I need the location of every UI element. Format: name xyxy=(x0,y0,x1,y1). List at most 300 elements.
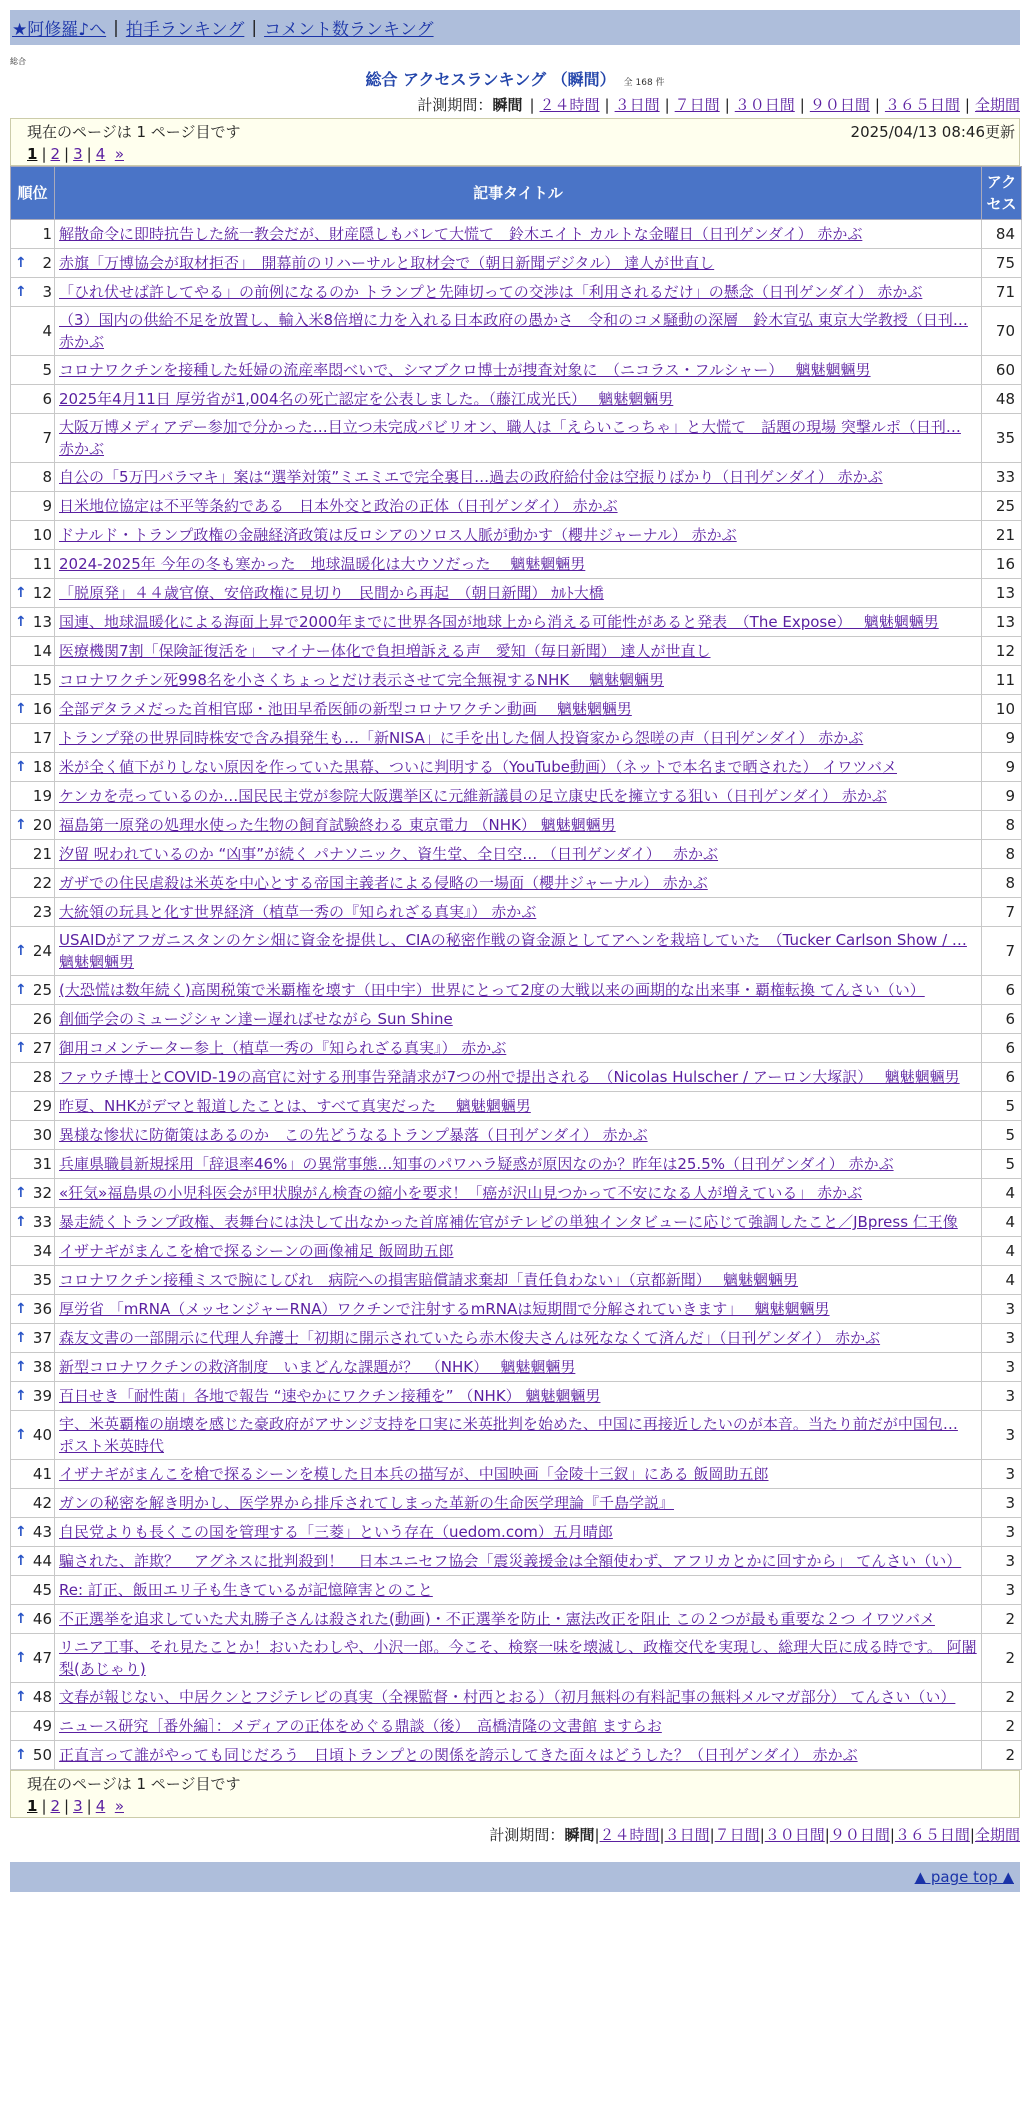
article-link[interactable]: 医療機関7割「保険証復活を」 マイナー体化で負担増訴える声 愛知（毎日新聞） 達人が世直し xyxy=(59,642,711,660)
access-count: 5 xyxy=(982,1150,1022,1179)
article-link[interactable]: 日米地位協定は不平等条約である 日本外交と政治の正体（日刊ゲンダイ） 赤かぶ xyxy=(59,497,618,515)
title-cell xyxy=(55,753,982,782)
table-row xyxy=(11,976,1022,1005)
article-link[interactable]: 汐留 呪われているのか “凶事”が続く パナソニック、資生堂、全日空… （日刊ゲンダイ） 赤かぶ xyxy=(59,845,719,863)
table-row xyxy=(11,1353,1022,1382)
article-link[interactable]: ガザでの住民虐殺は米英を中心とする帝国主義者による侵略の一場面（櫻井ジャーナル） 赤かぶ xyxy=(59,874,708,892)
access-count: 3 xyxy=(982,1295,1022,1324)
title-cell xyxy=(55,869,982,898)
rank-cell xyxy=(11,249,55,278)
access-count: 2 xyxy=(982,1741,1022,1770)
title-cell xyxy=(55,492,982,521)
article-link[interactable]: 「脱原発」４４歳官僚、安倍政権に見切り 民間から再起 （朝日新聞） ｶﾙﾄ大橋 xyxy=(59,584,604,602)
rank-number: 44 xyxy=(32,1552,52,1570)
article-link[interactable]: イザナギがまんこを槍で探るシーンを模した日本兵の描写が、中国映画「金陵十三釵」にある 飯岡助五郎 xyxy=(59,1465,769,1483)
page-next-link[interactable]: » xyxy=(114,1797,124,1815)
title-cell xyxy=(55,811,982,840)
article-link[interactable]: 国連、地球温暖化による海面上昇で2000年までに世界各国が地球上から消える可能性があると発表 （The Expose） 魑魅魍魎男 xyxy=(59,613,939,631)
title-cell xyxy=(55,1353,982,1382)
article-link[interactable]: 自公の「5万円バラマキ」案は“選挙対策”ミエミエで完全裏目…過去の政府給付金は空振りばかり（日刊ゲンダイ） 赤かぶ xyxy=(59,468,883,486)
rank-cell xyxy=(11,1741,55,1770)
rank-up-arrow-icon: ↑ xyxy=(15,1301,27,1317)
rank-cell xyxy=(11,1683,55,1712)
rank-cell xyxy=(11,385,55,414)
access-count: 9 xyxy=(982,753,1022,782)
rank-number: 11 xyxy=(32,555,52,573)
table-row xyxy=(11,1005,1022,1034)
rank-cell xyxy=(11,1063,55,1092)
article-link[interactable]: 異様な惨状に防衛策はあるのか この先どうなるトランプ暴落（日刊ゲンダイ） 赤かぶ xyxy=(59,1126,648,1144)
comment-ranking-link[interactable]: コメント数ランキング xyxy=(264,20,434,40)
rank-number: 41 xyxy=(32,1465,52,1483)
pager-bottom xyxy=(10,1770,1020,1818)
rank-number: 22 xyxy=(32,874,52,892)
pager-top xyxy=(10,118,1020,166)
rank-number: 30 xyxy=(32,1126,52,1144)
table-row xyxy=(11,608,1022,637)
page-link[interactable]: 4 xyxy=(95,145,106,163)
article-link[interactable]: (大恐慌は数年続く)高関税策で米覇権を壊す（田中宇）世界にとって2度の大戦以来の画期的な出来事・覇権転換 てんさい（い） xyxy=(59,981,925,999)
article-link[interactable]: ファウチ博士とCOVID-19の高官に対する刑事告発請求が7つの州で提出される （Nicolas Hulscher / アーロン大塚訳） 魑魅魍魎男 xyxy=(59,1068,960,1086)
rank-cell xyxy=(11,1605,55,1634)
rank-cell xyxy=(11,869,55,898)
nav-separator: | xyxy=(113,17,119,38)
period-link[interactable]: ２４時間 xyxy=(539,96,600,114)
title-cell xyxy=(55,1683,982,1712)
table-row xyxy=(11,1266,1022,1295)
rank-cell xyxy=(11,1547,55,1576)
title-cell xyxy=(55,1092,982,1121)
table-row xyxy=(11,1712,1022,1741)
article-link[interactable]: 正直言って誰がやっても同じだろう 日頃トランプとの関係を誇示してきた面々はどうした？（日刊ゲンダイ） 赤かぶ xyxy=(59,1746,858,1764)
article-link[interactable]: 「ひれ伏せば許してやる」の前例になるのか トランプと先陣切っての交渉は「利用されるだけ」の懸念（日刊ゲンダイ） 赤かぶ xyxy=(59,283,923,301)
article-link[interactable]: 大統領の玩具と化す世界経済（植草一秀の『知られざる真実』） 赤かぶ xyxy=(59,903,537,921)
access-count: 8 xyxy=(982,840,1022,869)
period-separator: | xyxy=(874,96,880,114)
rank-number: 2 xyxy=(42,254,52,272)
access-count: 35 xyxy=(982,414,1022,463)
access-count: 48 xyxy=(982,385,1022,414)
article-link[interactable]: Re: 訂正、飯田エリ子も生きているが記憶障害とのこと xyxy=(59,1581,433,1599)
access-count: 3 xyxy=(982,1547,1022,1576)
access-count: 4 xyxy=(982,1266,1022,1295)
table-row xyxy=(11,492,1022,521)
access-count: 11 xyxy=(982,666,1022,695)
page-title xyxy=(10,68,1020,92)
table-row xyxy=(11,1518,1022,1547)
total-count: 全 168 件 xyxy=(623,78,665,88)
period-current: 瞬間 xyxy=(564,1826,595,1844)
page-separator: | xyxy=(86,145,92,163)
rank-cell xyxy=(11,1150,55,1179)
article-link[interactable]: USAIDがアフガニスタンのケシ畑に資金を提供し、CIAの秘密作戦の資金源としてアヘンを栽培していた （Tucker Carlson Show / … 魑魅魍魎男 xyxy=(59,931,967,971)
col-access-header: アクセス xyxy=(982,167,1022,220)
rank-number: 26 xyxy=(32,1010,52,1028)
access-count: 9 xyxy=(982,724,1022,753)
title-cell xyxy=(55,1547,982,1576)
article-link[interactable]: イザナギがまんこを槍で探るシーンの画像補足 飯岡助五郎 xyxy=(59,1242,454,1260)
rank-cell xyxy=(11,666,55,695)
rank-up-arrow-icon: ↑ xyxy=(15,817,27,833)
article-link[interactable]: 2024-2025年 今年の冬も寒かった 地球温暖化は大ウソだった 魑魅魍魎男 xyxy=(59,555,586,573)
rank-up-arrow-icon: ↑ xyxy=(15,1747,27,1763)
period-link[interactable]: ２４時間 xyxy=(599,1826,660,1844)
access-count: 84 xyxy=(982,220,1022,249)
access-count: 5 xyxy=(982,1121,1022,1150)
period-link[interactable]: ７日間 xyxy=(674,96,720,114)
rank-cell xyxy=(11,1092,55,1121)
title-cell xyxy=(55,1489,982,1518)
top-nav-bar xyxy=(10,10,1020,45)
table-row xyxy=(11,1034,1022,1063)
rank-number: 38 xyxy=(32,1358,52,1376)
table-row xyxy=(11,1324,1022,1353)
rank-number: 33 xyxy=(32,1213,52,1231)
rank-number: 16 xyxy=(32,700,52,718)
access-count: 9 xyxy=(982,782,1022,811)
period-link[interactable]: 全期間 xyxy=(974,1826,1020,1844)
rank-number: 29 xyxy=(32,1097,52,1115)
article-link[interactable]: «狂気»福島県の小児科医会が甲状腺がん検査の縮小を要求！「癌が沢山見つかって不安になる人が増えている」 赤かぶ xyxy=(59,1184,863,1202)
article-link[interactable]: 福島第一原発の処理水使った生物の飼育試験終わる 東京電力 （NHK） 魑魅魍魎男 xyxy=(59,816,616,834)
title-cell xyxy=(55,278,982,307)
rank-cell xyxy=(11,1460,55,1489)
rank-cell xyxy=(11,724,55,753)
rank-up-arrow-icon: ↑ xyxy=(15,1330,27,1346)
rank-cell xyxy=(11,550,55,579)
table-row xyxy=(11,220,1022,249)
article-link[interactable]: 自民党よりも長くこの国を管理する「三菱」という存在（uedom.com）五月晴郎 xyxy=(59,1523,613,1541)
article-link[interactable]: コロナワクチン死998名を小さくちょっとだけ表示させて完全無視するNHK 魑魅魍魎男 xyxy=(59,671,664,689)
page-link[interactable]: 4 xyxy=(95,1797,106,1815)
rank-cell xyxy=(11,1712,55,1741)
table-row xyxy=(11,1547,1022,1576)
page-separator: | xyxy=(41,145,47,163)
article-link[interactable]: 赤旗「万博協会が取材拒否」 開幕前のリハーサルと取材会で（朝日新聞デジタル） 達人が世直し xyxy=(59,254,715,272)
rank-number: 12 xyxy=(32,584,52,602)
rank-number: 18 xyxy=(32,758,52,776)
article-link[interactable]: ケンカを売っているのか…国民民主党が参院大阪選挙区に元維新議員の足立康史氏を擁立する狙い（日刊ゲンダイ） 赤かぶ xyxy=(59,787,887,805)
rank-cell xyxy=(11,220,55,249)
title-cell xyxy=(55,782,982,811)
rank-number: 39 xyxy=(32,1387,52,1405)
rank-cell xyxy=(11,637,55,666)
article-link[interactable]: 森友文書の一部開示に代理人弁護士「初期に開示されていたら赤木俊夫さんは死ななくて済んだ」（日刊ゲンダイ） 赤かぶ xyxy=(59,1329,881,1347)
rank-cell xyxy=(11,608,55,637)
period-link[interactable]: ３０日間 xyxy=(734,96,795,114)
article-link[interactable]: 宇、米英覇権の崩壊を感じた豪政府がアサンジ支持を口実に米英批判を始めた、中国に再接近したいのが本音。当たり前だが中国包… ポスト米英時代 xyxy=(59,1415,958,1455)
table-row xyxy=(11,1237,1022,1266)
page-link[interactable]: 3 xyxy=(73,145,83,163)
rank-number: 43 xyxy=(32,1523,52,1541)
table-row xyxy=(11,1411,1022,1460)
rank-number: 6 xyxy=(42,390,52,408)
rank-number: 15 xyxy=(32,671,52,689)
rank-number: 5 xyxy=(42,361,52,379)
article-link[interactable]: 2025年4月11日 厚労省が1,004名の死亡認定を公表しました。（藤江成光氏） 魑魅魍魎男 xyxy=(59,390,674,408)
rank-number: 50 xyxy=(32,1746,52,1764)
rank-number: 45 xyxy=(32,1581,52,1599)
period-separator: | xyxy=(824,1826,830,1844)
title-cell xyxy=(55,579,982,608)
current-page-text: 現在のページは 1 ページ目です xyxy=(27,123,241,141)
title-cell xyxy=(55,927,982,976)
table-row xyxy=(11,1683,1022,1712)
article-link[interactable]: 米が全く値下がりしない原因を作っていた黒幕、ついに判明する（YouTube動画）（ネットで本名まで晒された） イワツバメ xyxy=(59,758,897,776)
ranking-title: 総合 アクセスランキング （瞬間） xyxy=(365,70,616,89)
rank-up-arrow-icon: ↑ xyxy=(15,1524,27,1540)
rank-cell xyxy=(11,1121,55,1150)
table-row xyxy=(11,724,1022,753)
access-count: 3 xyxy=(982,1324,1022,1353)
rank-cell xyxy=(11,1005,55,1034)
footer-bar xyxy=(10,1862,1020,1892)
table-row xyxy=(11,1208,1022,1237)
article-link[interactable]: 大阪万博メディアデー参加で分かった…目立つ未完成パビリオン、職人は「えらいこっちゃ」と大慌て 話題の現場 突撃ルポ（日刊… 赤かぶ xyxy=(59,418,961,458)
article-link[interactable]: 百日せき「耐性菌」各地で報告 “速やかにワクチン接種を” （NHK） 魑魅魍魎男 xyxy=(59,1387,601,1405)
table-row xyxy=(11,1576,1022,1605)
period-current: 瞬間 xyxy=(492,96,523,114)
current-page-text: 現在のページは 1 ページ目です xyxy=(27,1775,241,1793)
rank-number: 42 xyxy=(32,1494,52,1512)
rank-up-arrow-icon: ↑ xyxy=(15,701,27,717)
rank-cell xyxy=(11,521,55,550)
title-cell xyxy=(55,840,982,869)
title-cell xyxy=(55,1382,982,1411)
rank-number: 40 xyxy=(32,1426,52,1444)
rank-number: 27 xyxy=(32,1039,52,1057)
title-cell xyxy=(55,724,982,753)
article-link[interactable]: トランプ発の世界同時株安で含み損発生も…「新NISA」に手を出した個人投資家から怨嗟の声（日刊ゲンダイ） 赤かぶ xyxy=(59,729,864,747)
table-row xyxy=(11,898,1022,927)
article-link[interactable]: コロナワクチン接種ミスで腕にしびれ 病院への損害賠償請求棄却「責任負わない」（京都新聞） 魑魅魍魎男 xyxy=(59,1271,799,1289)
title-cell xyxy=(55,1237,982,1266)
rank-cell xyxy=(11,1179,55,1208)
rank-up-arrow-icon: ↑ xyxy=(15,759,27,775)
article-link[interactable]: （3）国内の供給不足を放置し、輸入米8倍増に力を入れる日本政府の愚かさ 令和のコメ騒動の深層 鈴木宣弘 東京大学教授（日刊… 赤かぶ xyxy=(59,311,968,351)
period-separator: | xyxy=(604,96,610,114)
title-cell xyxy=(55,1005,982,1034)
table-row xyxy=(11,1634,1022,1683)
rank-cell xyxy=(11,1266,55,1295)
access-count: 3 xyxy=(982,1382,1022,1411)
rank-number: 1 xyxy=(42,225,52,243)
table-row xyxy=(11,1150,1022,1179)
access-count: 3 xyxy=(982,1576,1022,1605)
rank-number: 25 xyxy=(32,981,52,999)
title-cell xyxy=(55,1324,982,1353)
rank-up-arrow-icon: ↑ xyxy=(15,1040,27,1056)
period-separator: | xyxy=(724,96,730,114)
access-count: 12 xyxy=(982,637,1022,666)
article-link[interactable]: 解散命令に即時抗告した統一教会だが、財産隠しもバレて大慌て 鈴木エイト カルトな金曜日（日刊ゲンダイ） 赤かぶ xyxy=(59,225,863,243)
rank-number: 37 xyxy=(32,1329,52,1347)
access-count: 8 xyxy=(982,869,1022,898)
rank-cell xyxy=(11,1411,55,1460)
rank-cell xyxy=(11,356,55,385)
page-current: 1 xyxy=(27,1797,38,1815)
period-link[interactable]: ９０日間 xyxy=(809,96,870,114)
article-link[interactable]: コロナワクチンを接種した妊婦の流産率悶べいで、シマブクロ博士が捜査対象に （ニコラス・フルシャー） 魑魅魍魎男 xyxy=(59,361,871,379)
rank-cell xyxy=(11,1518,55,1547)
table-row xyxy=(11,782,1022,811)
access-count: 3 xyxy=(982,1411,1022,1460)
article-link[interactable]: 不正選挙を追求していた犬丸勝子さんは殺された(動画)・不正選挙を防止・憲法改正を阻止 この２つが最も重要な２つ イワツバメ xyxy=(59,1610,935,1628)
article-link[interactable]: 兵庫県職員新規採用「辞退率46%」の異常事態…知事のパワハラ疑惑が原因なのか？昨年は25.5%（日刊ゲンダイ） 赤かぶ xyxy=(59,1155,894,1173)
table-row xyxy=(11,840,1022,869)
article-link[interactable]: 全部デタラメだった首相官邸・池田早希医師の新型コロナワクチン動画 魑魅魍魎男 xyxy=(59,700,632,718)
table-row xyxy=(11,463,1022,492)
rank-number: 3 xyxy=(42,283,52,301)
period-separator: | xyxy=(709,1826,715,1844)
title-cell xyxy=(55,898,982,927)
rank-number: 19 xyxy=(32,787,52,805)
table-row xyxy=(11,1179,1022,1208)
rank-cell xyxy=(11,1237,55,1266)
title-cell xyxy=(55,1063,982,1092)
title-cell xyxy=(55,1712,982,1741)
access-count: 5 xyxy=(982,1092,1022,1121)
period-label: 計測期間： xyxy=(489,1826,565,1844)
rank-up-arrow-icon: ↑ xyxy=(15,1214,27,1230)
rank-cell xyxy=(11,898,55,927)
period-selector xyxy=(10,92,1020,118)
table-row xyxy=(11,1605,1022,1634)
table-row xyxy=(11,307,1022,356)
clap-ranking-link[interactable]: 拍手ランキング xyxy=(125,20,245,40)
rank-cell xyxy=(11,927,55,976)
table-row xyxy=(11,414,1022,463)
rank-cell xyxy=(11,492,55,521)
period-link[interactable]: ９０日間 xyxy=(829,1826,890,1844)
table-row xyxy=(11,1741,1022,1770)
rank-number: 20 xyxy=(32,816,52,834)
period-link[interactable]: 全期間 xyxy=(974,96,1020,114)
table-row xyxy=(11,1092,1022,1121)
rank-cell xyxy=(11,1382,55,1411)
period-link[interactable]: ７日間 xyxy=(714,1826,760,1844)
title-cell xyxy=(55,1179,982,1208)
rank-cell xyxy=(11,1353,55,1382)
home-link[interactable]: ★阿修羅♪へ xyxy=(12,20,107,40)
access-count: 60 xyxy=(982,356,1022,385)
period-link[interactable]: ３日間 xyxy=(614,96,660,114)
article-link[interactable]: ガンの秘密を解き明かし、医学界から排斥されてしまった革新の生命医学理論『千島学説』 xyxy=(59,1494,675,1512)
table-row xyxy=(11,1489,1022,1518)
page-separator: | xyxy=(64,145,70,163)
access-count: 71 xyxy=(982,278,1022,307)
title-cell xyxy=(55,695,982,724)
pagination xyxy=(27,1795,1019,1817)
rank-up-arrow-icon: ↑ xyxy=(15,614,27,630)
rank-number: 4 xyxy=(42,322,52,340)
rank-cell xyxy=(11,1576,55,1605)
rank-cell xyxy=(11,278,55,307)
table-row xyxy=(11,1295,1022,1324)
article-link[interactable]: 騙された、詐欺？ アグネスに批判殺到！ 日本ユニセフ協会「震災義援金は全額使わず、アフリカとかに回すから」 てんさい（い） xyxy=(59,1552,962,1570)
rank-up-arrow-icon: ↑ xyxy=(15,585,27,601)
rank-cell xyxy=(11,695,55,724)
updated-timestamp: 2025/04/13 08:46更新 xyxy=(850,123,1015,141)
access-count: 6 xyxy=(982,1034,1022,1063)
table-row xyxy=(11,278,1022,307)
title-cell xyxy=(55,608,982,637)
title-cell xyxy=(55,1295,982,1324)
article-link[interactable]: 昨夏、NHKがデマと報道したことは、すべて真実だった 魑魅魍魎男 xyxy=(59,1097,531,1115)
access-count: 6 xyxy=(982,976,1022,1005)
rank-cell xyxy=(11,1034,55,1063)
rank-cell xyxy=(11,811,55,840)
article-link[interactable]: 御用コメンテーター参上（植草一秀の『知られざる真実』） 赤かぶ xyxy=(59,1039,507,1057)
article-link[interactable]: 暴走続くトランプ政権、表舞台には決して出なかった首席補佐官がテレビの単独インタビューに応じて強調したこと／JBpress 仁王像 xyxy=(59,1213,958,1231)
period-separator: | xyxy=(969,1826,975,1844)
page-current: 1 xyxy=(27,145,38,163)
article-link[interactable]: 文春が報じない、中居クンとフジテレビの真実（全裸監督・村西とおる）（初月無料の有料記事の無料メルマガ部分） てんさい（い） xyxy=(59,1688,956,1706)
title-cell xyxy=(55,220,982,249)
table-row xyxy=(11,356,1022,385)
rank-number: 21 xyxy=(32,845,52,863)
access-count: 10 xyxy=(982,695,1022,724)
page-top-link[interactable]: ▲ page top ▲ xyxy=(914,1868,1014,1886)
title-cell xyxy=(55,666,982,695)
period-link[interactable]: ３０日間 xyxy=(764,1826,825,1844)
table-row xyxy=(11,753,1022,782)
table-row xyxy=(11,1460,1022,1489)
table-row xyxy=(11,811,1022,840)
period-link[interactable]: ３６５日間 xyxy=(894,1826,970,1844)
period-label: 計測期間： xyxy=(417,96,493,114)
period-separator: | xyxy=(529,96,535,114)
rank-cell xyxy=(11,1324,55,1353)
access-count: 3 xyxy=(982,1460,1022,1489)
article-link[interactable]: 新型コロナワクチンの救済制度 いまどんな課題が？ （NHK） 魑魅魍魎男 xyxy=(59,1358,576,1376)
rank-cell xyxy=(11,1208,55,1237)
table-header-row xyxy=(11,167,1022,220)
article-link[interactable]: 創価学会のミュージシャン達ー遅ればせながら Sun Shine xyxy=(59,1010,453,1028)
period-separator: | xyxy=(889,1826,895,1844)
nav-separator: | xyxy=(251,17,258,38)
rank-number: 8 xyxy=(42,468,52,486)
title-cell xyxy=(55,1605,982,1634)
access-count: 3 xyxy=(982,1353,1022,1382)
rank-cell xyxy=(11,782,55,811)
col-rank-header: 順位 xyxy=(11,167,55,220)
access-count: 25 xyxy=(982,492,1022,521)
article-link[interactable]: ニュース研究［番外編］：メディアの正体をめぐる鼎談（後） 高橋清隆の文書館 ますらお xyxy=(59,1717,662,1735)
title-cell xyxy=(55,1150,982,1179)
title-cell xyxy=(55,1634,982,1683)
article-link[interactable]: ドナルド・トランプ政権の金融経済政策は反ロシアのソロス人脈が動かす（櫻井ジャーナル） 赤かぶ xyxy=(59,526,737,544)
article-link[interactable]: リニア工事、それ見たことか！おいたわしや、小沢一郎。今こそ、検察一味を壊滅し、政権交代を実現し、総理大臣に成る時です。 阿闍梨(あじゃり) xyxy=(59,1638,977,1678)
rank-cell xyxy=(11,579,55,608)
article-link[interactable]: 厚労省 「mRNA（メッセンジャーRNA）ワクチンで注射するmRNAは短期間で分解されていきます」 魑魅魍魎男 xyxy=(59,1300,830,1318)
page-next-link[interactable]: » xyxy=(114,145,124,163)
rank-cell xyxy=(11,463,55,492)
title-cell xyxy=(55,1518,982,1547)
rank-number: 34 xyxy=(32,1242,52,1260)
page-link[interactable]: 2 xyxy=(50,145,61,163)
period-link[interactable]: ３日間 xyxy=(664,1826,710,1844)
rank-cell xyxy=(11,840,55,869)
page-link[interactable]: 2 xyxy=(50,1797,61,1815)
rank-up-arrow-icon: ↑ xyxy=(15,943,27,959)
rank-number: 48 xyxy=(32,1688,52,1706)
title-cell xyxy=(55,1741,982,1770)
rank-number: 46 xyxy=(32,1610,52,1628)
table-row xyxy=(11,550,1022,579)
period-link[interactable]: ３６５日間 xyxy=(884,96,960,114)
page-link[interactable]: 3 xyxy=(73,1797,83,1815)
